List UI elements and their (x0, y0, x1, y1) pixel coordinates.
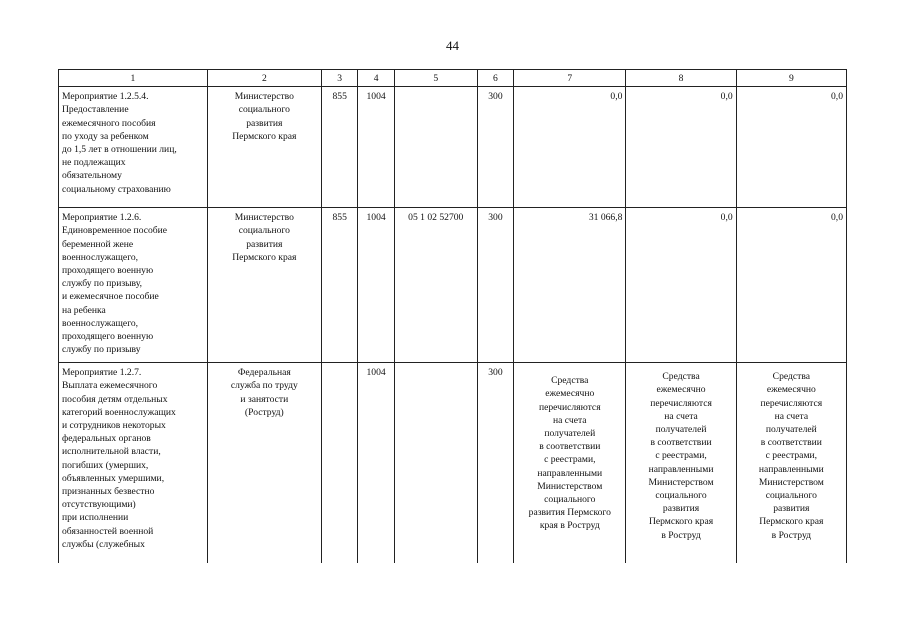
responsible-org-cell: Министерство социального развития Пермского края (207, 208, 321, 363)
measure-name-cell: Мероприятие 1.2.6. Единовременное пособие беременной жене военнослужащего, проходящего военную службу по призыву, и ежемесячное пособие на ребенка военнослужащего, проходящего военную службу по призыву (59, 208, 208, 363)
column-header: 1 (59, 70, 208, 87)
grbs-code-cell: 855 (321, 87, 357, 208)
column-header: 9 (736, 70, 846, 87)
column-header: 3 (321, 70, 357, 87)
amount-col8-note-cell (626, 363, 736, 564)
measure-name-cell: Мероприятие 1.2.5.4. Предоставление ежемесячного пособия по уходу за ребенком до 1,5 лет в отношении лиц, не подлежащих обязательному социальному страхованию (59, 87, 208, 208)
amount-col7-note-cell (514, 363, 626, 564)
table-row (59, 87, 847, 208)
target-article-cell (394, 87, 477, 208)
section-code-cell: 1004 (358, 363, 394, 564)
column-header: 8 (626, 70, 736, 87)
table-row (59, 208, 847, 363)
funding-note: Средства ежемесячно перечисляются на счета получателей в соответствии с реестрами, направленными Министерством социального развития Пермского края в Роструд (648, 371, 714, 541)
column-header: 6 (477, 70, 513, 87)
funding-note: Средства ежемесячно перечисляются на счета получателей в соответствии с реестрами, направленными Министерством социального развития Пермского края в Роструд (758, 371, 824, 541)
amount-col8-cell: 0,0 (626, 208, 736, 363)
amount-col8-cell: 0,0 (626, 87, 736, 208)
grbs-code-cell: 855 (321, 208, 357, 363)
grbs-code-cell (321, 363, 357, 564)
target-article-cell (394, 363, 477, 564)
table-row (59, 363, 847, 564)
amount-col9-cell: 0,0 (736, 208, 846, 363)
amount-col9-cell: 0,0 (736, 87, 846, 208)
column-header: 7 (514, 70, 626, 87)
section-code-cell: 1004 (358, 208, 394, 363)
funding-note: Средства ежемесячно перечисляются на счета получателей в соответствии с реестрами, направленными Министерством социального развития Пермского края в Роструд (528, 375, 611, 532)
column-header: 2 (207, 70, 321, 87)
section-code-cell: 1004 (358, 87, 394, 208)
expense-type-cell: 300 (477, 363, 513, 564)
table-header-row (59, 70, 847, 87)
measure-name-cell: Мероприятие 1.2.7. Выплата ежемесячного пособия детям отдельных категорий военнослужащих и сотрудников некоторых федеральных органов исполнительной власти, погибших (умерших, объявленных умершими, признанных безвестно отсутствующими) при исполнении обязанностей военной службы (служебных (59, 363, 208, 564)
expense-type-cell: 300 (477, 87, 513, 208)
column-header: 5 (394, 70, 477, 87)
responsible-org-cell: Министерство социального развития Пермского края (207, 87, 321, 208)
target-article-cell: 05 1 02 52700 (394, 208, 477, 363)
expense-type-cell: 300 (477, 208, 513, 363)
amount-col7-cell: 0,0 (514, 87, 626, 208)
page-number: 44 (446, 38, 459, 53)
column-header: 4 (358, 70, 394, 87)
amount-col7-cell: 31 066,8 (514, 208, 626, 363)
budget-table (58, 69, 847, 563)
responsible-org-cell: Федеральная служба по труду и занятости (Роструд) (207, 363, 321, 564)
amount-col9-note-cell (736, 363, 846, 564)
